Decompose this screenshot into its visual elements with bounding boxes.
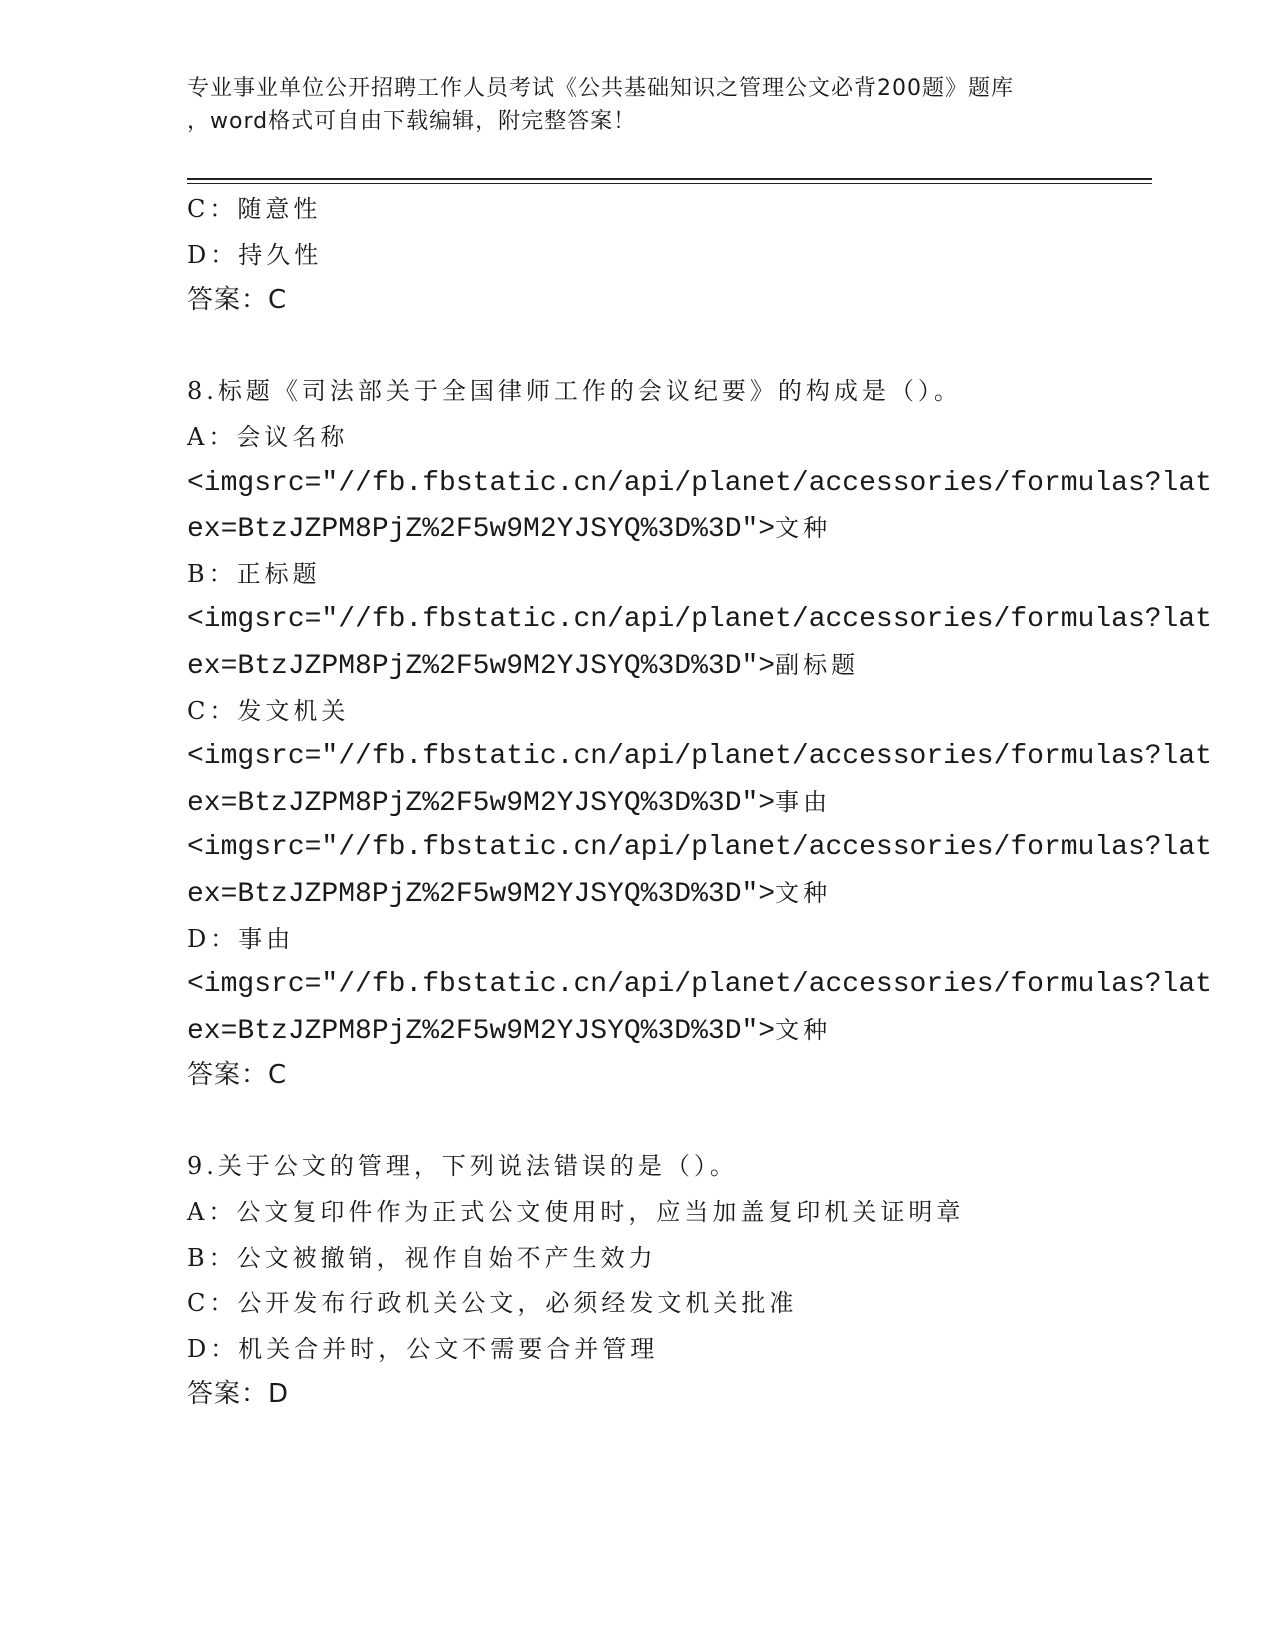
option-text: 文种 — [775, 878, 832, 907]
q8-option-a: A：会议名称 — [187, 422, 349, 451]
q7-option-d: D：持久性 — [187, 240, 323, 269]
q8-option-c-url-cont — [187, 780, 1147, 826]
option-text: 文种 — [775, 1015, 832, 1044]
option-text: 事由 — [775, 787, 832, 816]
spacer — [187, 324, 1147, 370]
document-header — [187, 72, 1087, 138]
header-divider-thick — [187, 178, 1152, 180]
header-title-line1: 专业事业单位公开招聘工作人员考试《公共基础知识之管理公文必背200题》题库 — [187, 76, 1014, 101]
q9-option-a: A：公文复印件作为正式公文使用时，应当加盖复印机关证明章 — [187, 1198, 965, 1227]
q9-option-d: D：机关合并时，公文不需要合并管理 — [187, 1334, 659, 1363]
q7-answer: 答案：C — [187, 285, 288, 316]
q8-option-b-url: <imgsrc="//fb.fbstatic.cn/api/planet/accessories/formulas?lat — [187, 604, 1212, 636]
option-text: 文种 — [775, 514, 832, 543]
q9-option-c: C：公开发布行政机关公文，必须经发文机关批准 — [187, 1289, 798, 1318]
q8-option-b: B：正标题 — [187, 559, 321, 588]
url-fragment: ex=BtzJZPM8PjZ%2F5w9M2YJSYQ%3D%3D"> — [187, 650, 776, 682]
q8-option-c2-url-cont — [187, 871, 1147, 917]
url-fragment: ex=BtzJZPM8PjZ%2F5w9M2YJSYQ%3D%3D"> — [187, 878, 776, 910]
q8-option-c: C：发文机关 — [187, 696, 350, 725]
q8-option-d-url-cont — [187, 1008, 1147, 1054]
spacer — [187, 1099, 1147, 1145]
q8-option-b-url-cont — [187, 643, 1147, 689]
q9-option-b: B：公文被撤销，视作自始不产生效力 — [187, 1243, 657, 1272]
q9-question: 9.关于公文的管理，下列说法错误的是（）。 — [187, 1152, 738, 1181]
q8-option-c2-url: <imgsrc="//fb.fbstatic.cn/api/planet/accessories/formulas?lat — [187, 832, 1212, 864]
q8-answer: 答案：C — [187, 1060, 288, 1091]
q8-option-d-url: <imgsrc="//fb.fbstatic.cn/api/planet/accessories/formulas?lat — [187, 969, 1212, 1001]
q9-answer: 答案：D — [187, 1379, 290, 1410]
header-title-line2: ，word格式可自由下载编辑，附完整答案！ — [187, 109, 637, 134]
q8-option-a-url-cont — [187, 506, 1147, 552]
q8-option-a-url: <imgsrc="//fb.fbstatic.cn/api/planet/accessories/formulas?lat — [187, 467, 1212, 499]
q8-option-d: D：事由 — [187, 924, 295, 953]
url-fragment: ex=BtzJZPM8PjZ%2F5w9M2YJSYQ%3D%3D"> — [187, 1015, 776, 1047]
q8-question: 8.标题《司法部关于全国律师工作的会议纪要》的构成是（）。 — [187, 377, 962, 406]
option-text: 副标题 — [775, 650, 860, 679]
document-body — [187, 187, 1212, 1418]
header-divider-thin — [187, 183, 1152, 184]
q8-option-c-url: <imgsrc="//fb.fbstatic.cn/api/planet/accessories/formulas?lat — [187, 741, 1212, 773]
url-fragment: ex=BtzJZPM8PjZ%2F5w9M2YJSYQ%3D%3D"> — [187, 787, 776, 819]
q7-option-c: C：随意性 — [187, 195, 322, 223]
url-fragment: ex=BtzJZPM8PjZ%2F5w9M2YJSYQ%3D%3D"> — [187, 514, 776, 546]
